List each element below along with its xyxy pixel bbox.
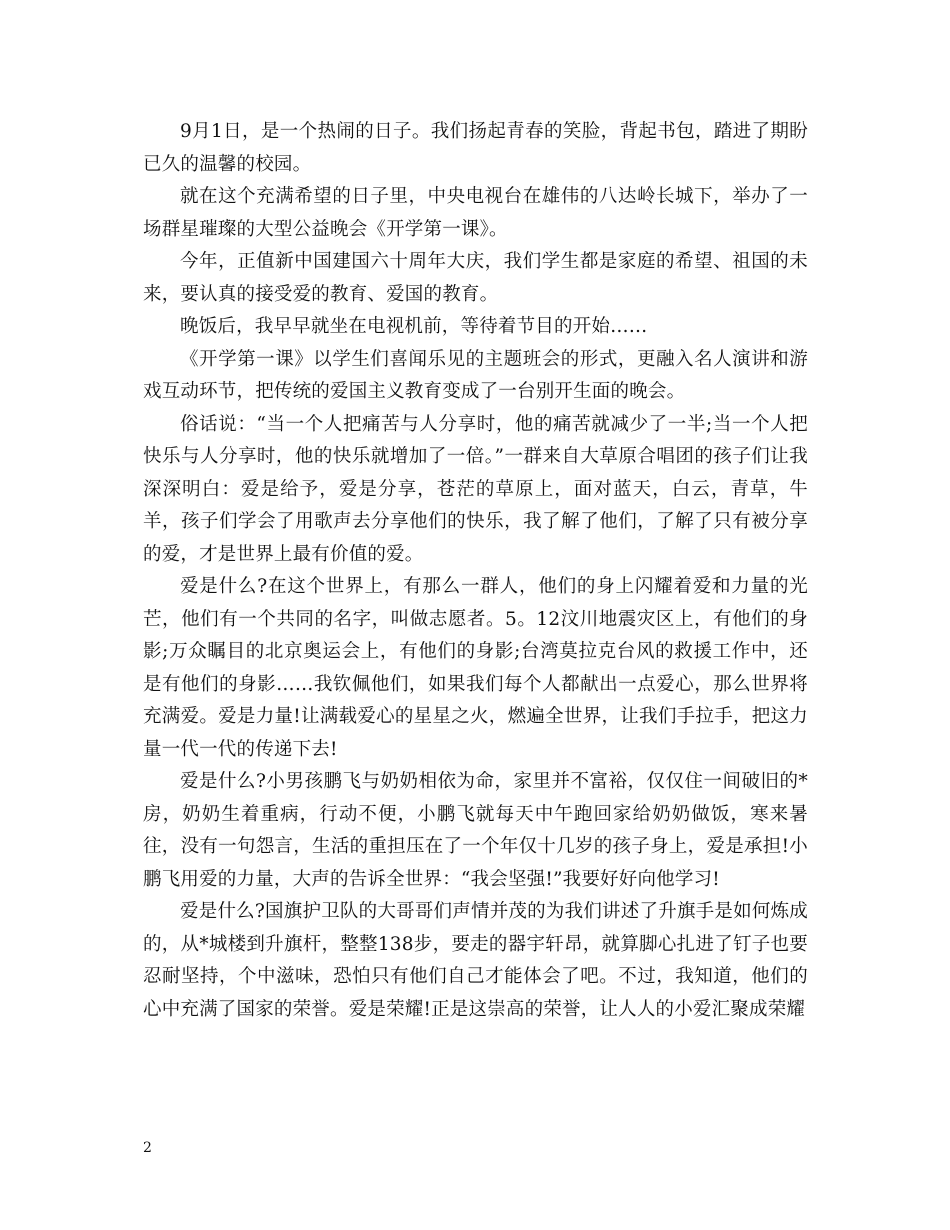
paragraph: 爱是什么?小男孩鹏飞与奶奶相依为命，家里并不富裕，仅仅住一间破旧的*房，奶奶生着重病，行动不便，小鹏飞就每天中午跑回家给奶奶做饭，寒来暑往，没有一句怨言，生活的重担压在了一个年仅十几岁的孩子身上，爱是承担!小鹏飞用爱的力量，大声的告诉全世界：“我会坚强!”我要好好向他学习! bbox=[143, 771, 808, 890]
paragraph: 就在这个充满希望的日子里，中央电视台在雄伟的八达岭长城下，举办了一场群星璀璨的大型公益晚会《开学第一课》。 bbox=[143, 186, 808, 240]
paragraph: 《开学第一课》以学生们喜闻乐见的主题班会的形式，更融入名人演讲和游戏互动环节，把传统的爱国主义教育变成了一台别开生面的晚会。 bbox=[143, 348, 808, 402]
paragraph: 爱是什么?在这个世界上，有那么一群人，他们的身上闪耀着爱和力量的光芒，他们有一个共同的名字，叫做志愿者。5。12汶川地震灾区上，有他们的身影;万众瞩目的北京奥运会上，有他们的身影;台湾莫拉克台风的救援工作中，还是有他们的身影……我钦佩他们，如果我们每个人都献出一点爱心，那么世界将充满爱。爱是力量!让满载爱心的星星之火，燃遍全世界，让我们手拉手，把这力量一代一代的传递下去! bbox=[143, 576, 808, 760]
page-number: 2 bbox=[143, 1140, 152, 1156]
paragraph: 9月1日，是一个热闹的日子。我们扬起青春的笑脸，背起书包，踏进了期盼已久的温馨的校园。 bbox=[143, 121, 808, 175]
paragraph: 晚饭后，我早早就坐在电视机前，等待着节目的开始…… bbox=[180, 316, 648, 337]
paragraph: 爱是什么?国旗护卫队的大哥哥们声情并茂的为我们讲述了升旗手是如何炼成的，从*城楼到升旗杆，整整138步，要走的器宇轩昂，就算脚心扎进了钉子也要忍耐坚持，个中滋味，恐怕只有他们自己才能体会了吧。不过，我知道，他们的心中充满了国家的荣誉。爱是荣耀!正是这崇高的荣誉，让人人的小爱汇聚成荣耀 bbox=[143, 901, 808, 1020]
paragraph: 今年，正值新中国建国六十周年大庆，我们学生都是家庭的希望、祖国的未来，要认真的接受爱的教育、爱国的教育。 bbox=[143, 251, 808, 305]
paragraph: 俗话说：“当一个人把痛苦与人分享时，他的痛苦就减少了一半;当一个人把快乐与人分享时，他的快乐就增加了一倍。”一群来自大草原合唱团的孩子们让我深深明白：爱是给予，爱是分享，苍茫的草原上，面对蓝天，白云，青草，牛羊，孩子们学会了用歌声去分享他们的快乐，我了解了他们，了解了只有被分享的爱，才是世界上最有价值的爱。 bbox=[143, 413, 808, 565]
document-body bbox=[143, 116, 808, 1026]
